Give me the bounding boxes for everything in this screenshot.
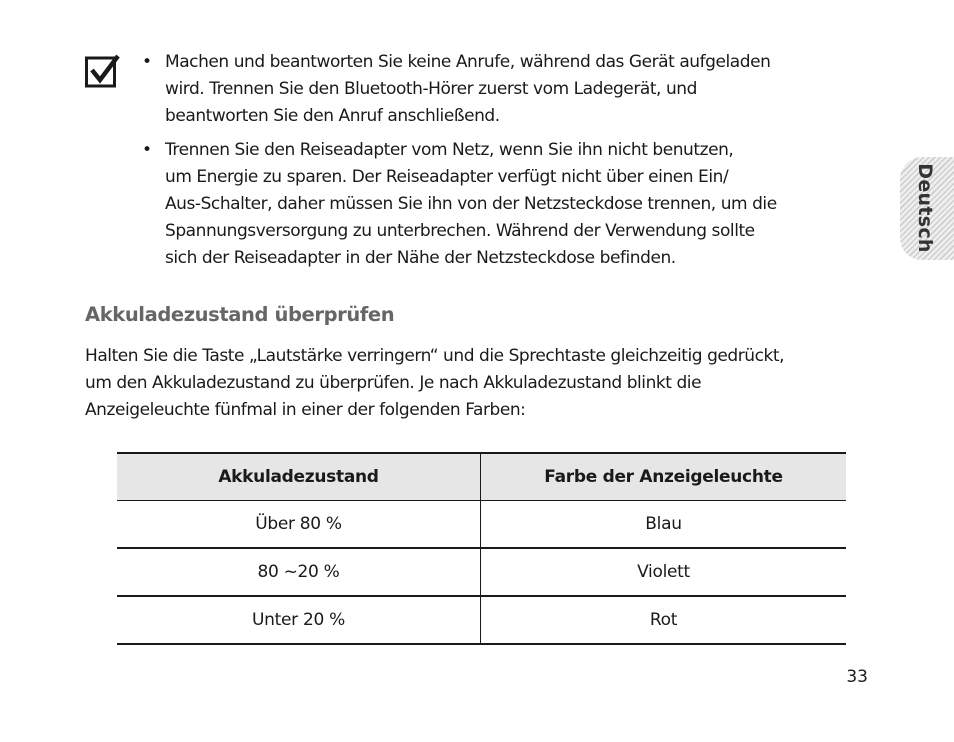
- bullet-line: Spannungsversorgung zu unterbrechen. Während der Verwendung sollte: [165, 221, 755, 241]
- bullet-marker: •: [142, 140, 152, 160]
- note-bullet-item: [140, 49, 860, 130]
- bullet-line: sich der Reiseadapter in der Nähe der Netzsteckdose befinden.: [165, 248, 676, 268]
- table-row: [117, 548, 846, 596]
- battery-status-table: [117, 452, 846, 645]
- page-number: 33: [846, 667, 868, 687]
- table-cell: Blau: [481, 501, 847, 549]
- note-bullet-list: [140, 49, 860, 279]
- table-row: [117, 501, 846, 549]
- language-side-tab-label: Deutsch: [914, 163, 936, 253]
- table-cell: Violett: [481, 548, 847, 596]
- table-cell: Rot: [481, 596, 847, 644]
- table-cell: 80 ~20 %: [117, 548, 481, 596]
- bullet-line: Machen und beantworten Sie keine Anrufe, während das Gerät aufgeladen: [165, 52, 771, 72]
- bullet-line: wird. Trennen Sie den Bluetooth-Hörer zuerst vom Ladegerät, und: [165, 79, 697, 99]
- table-header-row: [117, 453, 846, 501]
- table-row: [117, 596, 846, 644]
- intro-line: Halten Sie die Taste „Lautstärke verringern“ und die Sprechtaste gleichzeitig gedrückt,: [85, 346, 785, 366]
- section-heading: Akkuladezustand überprüfen: [85, 303, 395, 326]
- note-bullet-item: [140, 137, 860, 272]
- checkbox-check-icon: [85, 54, 121, 90]
- bullet-line: beantworten Sie den Anruf anschließend.: [165, 106, 500, 126]
- bullet-marker: •: [142, 52, 152, 72]
- table-cell: Unter 20 %: [117, 596, 481, 644]
- section-intro-paragraph: [85, 343, 875, 424]
- intro-line: um den Akkuladezustand zu überprüfen. Je nach Akkuladezustand blinkt die: [85, 373, 702, 393]
- bullet-line: Aus-Schalter, daher müssen Sie ihn von der Netzsteckdose trennen, um die: [165, 194, 777, 214]
- table-cell: Über 80 %: [117, 501, 481, 549]
- table-header-cell: Farbe der Anzeigeleuchte: [481, 453, 847, 501]
- table-header-cell: Akkuladezustand: [117, 453, 481, 501]
- bullet-line: um Energie zu sparen. Der Reiseadapter verfügt nicht über einen Ein/: [165, 167, 729, 187]
- intro-line: Anzeigeleuchte fünfmal in einer der folgenden Farben:: [85, 400, 526, 420]
- bullet-line: Trennen Sie den Reiseadapter vom Netz, wenn Sie ihn nicht benutzen,: [165, 140, 734, 160]
